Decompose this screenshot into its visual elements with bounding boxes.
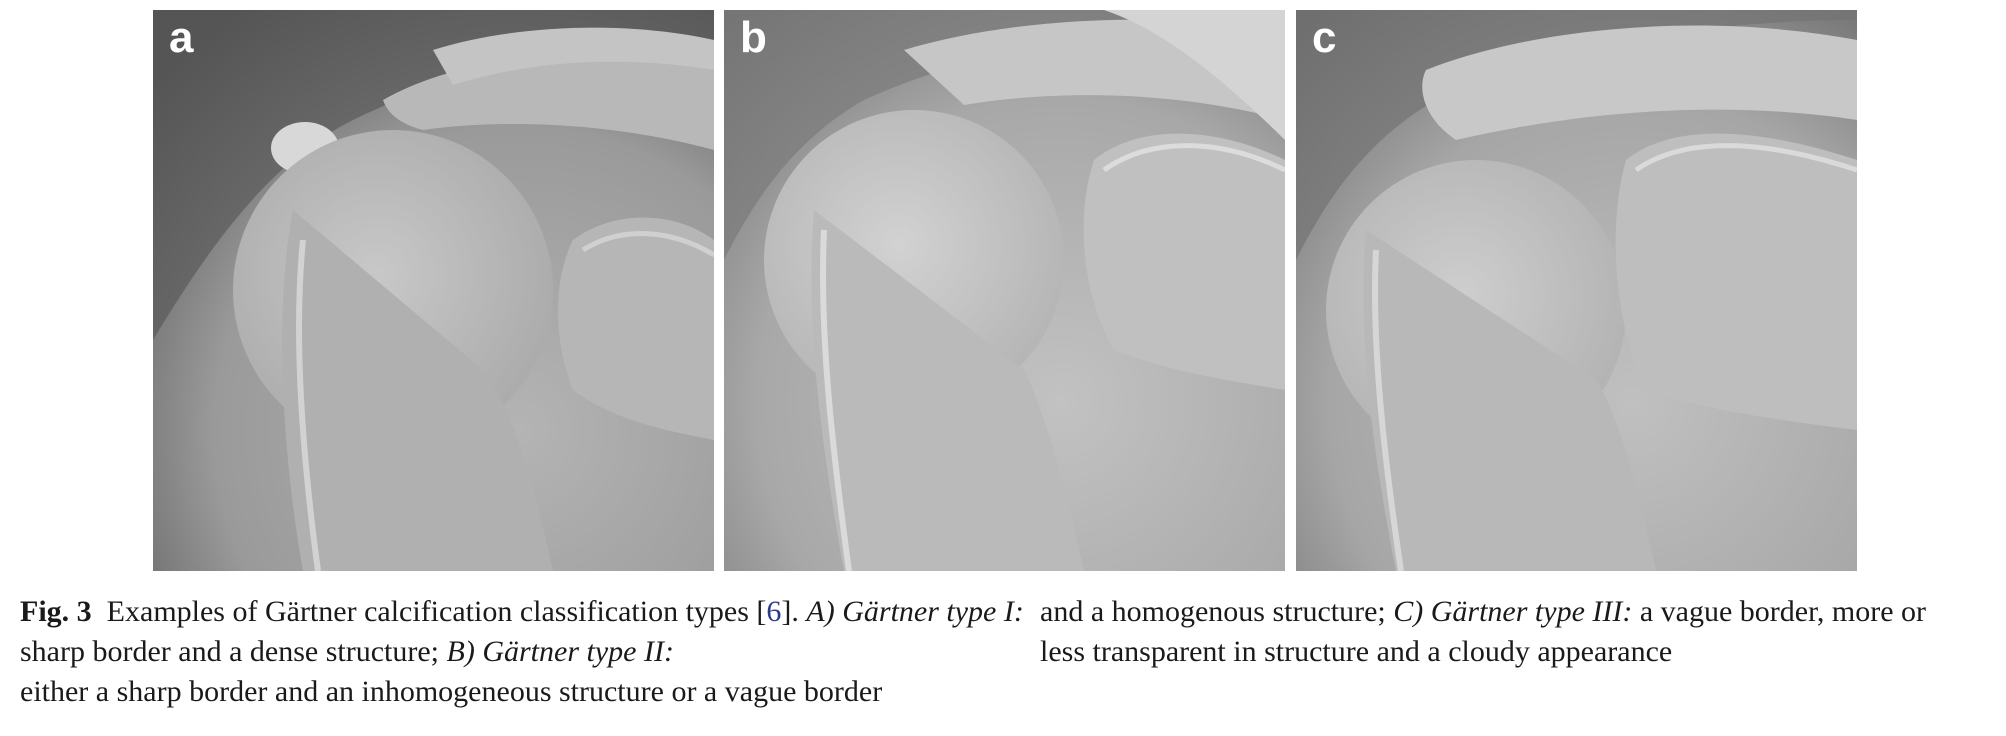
xray-panel-b (724, 10, 1285, 571)
xray-panel-c (1296, 10, 1857, 571)
figure-label: Fig. 3 (20, 595, 92, 628)
caption-line-1 (20, 592, 1024, 632)
panel-label-b: b (740, 13, 767, 62)
caption-text: less transparent in structure and a cloudy appearance (1040, 635, 1673, 668)
caption-text: and a homogenous structure; (1040, 595, 1394, 628)
xray-image-a (153, 10, 714, 571)
caption-text: Examples of Gärtner calcification classification types [ (106, 595, 767, 628)
caption-line-2 (20, 632, 1000, 672)
caption-line-5 (1040, 632, 2000, 672)
caption-text: either a sharp border and an inhomogeneous structure or a vague border (20, 675, 883, 708)
caption-text: sharp border and a dense structure; (20, 635, 447, 668)
caption-line-4 (1040, 592, 2000, 632)
panel-label-c: c (1312, 13, 1337, 62)
type-b-label: B) Gärtner type II: (446, 635, 674, 668)
type-a-label: A) Gärtner type I: (806, 595, 1024, 628)
reference-link[interactable]: 6 (766, 595, 782, 628)
caption-line-3 (20, 672, 1000, 712)
type-c-label: C) Gärtner type III: (1393, 595, 1633, 628)
xray-image-b (724, 10, 1285, 571)
figure-caption-left (20, 592, 1024, 712)
xray-image-c (1296, 10, 1857, 571)
caption-text: ]. (781, 595, 807, 628)
xray-panel-a (153, 10, 714, 571)
panel-label-a: a (169, 13, 194, 62)
caption-text: a vague border, more or (1632, 595, 1927, 628)
figure-caption-right (1040, 592, 2000, 672)
